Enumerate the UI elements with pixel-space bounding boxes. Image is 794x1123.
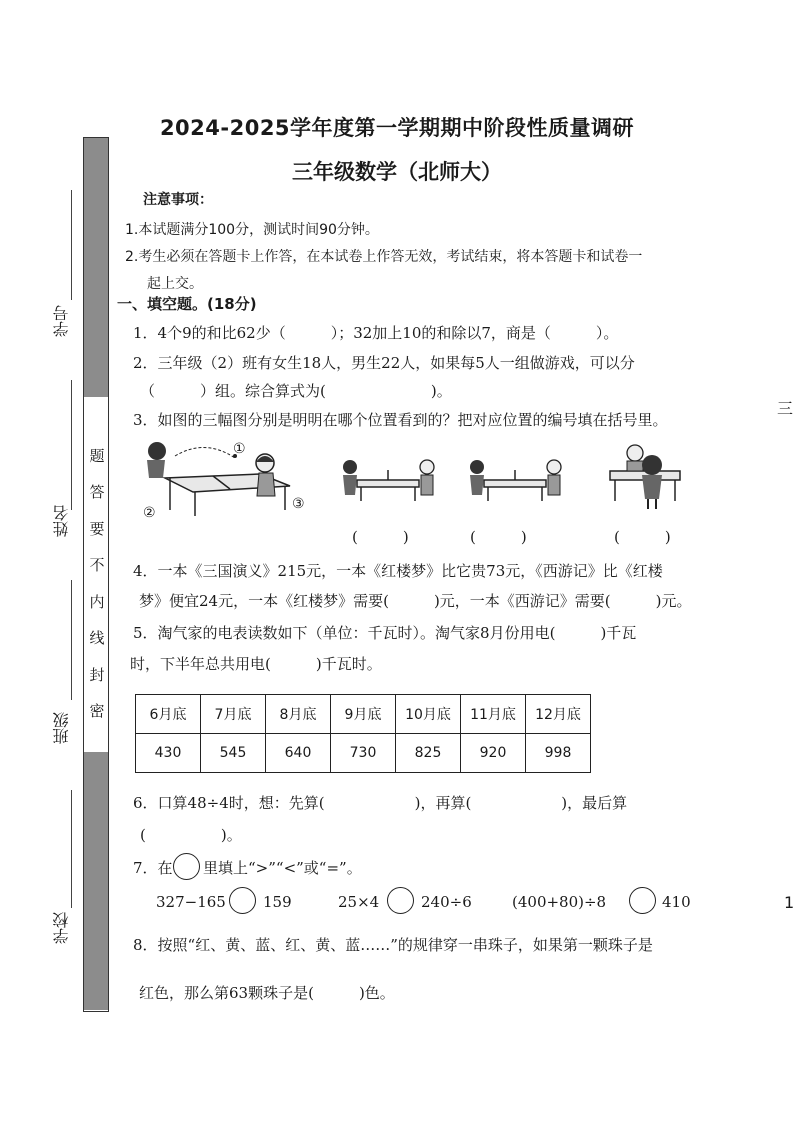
table-header-cell: 11月底 [461, 695, 526, 734]
student-id-label: 学号 [52, 305, 71, 337]
seal-char: 封 [87, 666, 106, 682]
table-cell: 998 [526, 734, 591, 773]
name-label: 姓名 [52, 505, 71, 537]
position-3-label: ③ [292, 496, 305, 512]
question-7-prefix: 7．在 [133, 859, 173, 877]
notice-heading: 注意事项： [143, 192, 213, 208]
table-header-row [136, 695, 591, 734]
question-8-line2: 红色，那么第63颗珠子是( )色。 [139, 984, 395, 1002]
table-header-cell: 10月底 [396, 695, 461, 734]
view-b-illustration [462, 455, 567, 505]
compare-3-circle[interactable] [629, 887, 656, 914]
question-8-line1: 8．按照“红、黄、蓝、红、黄、蓝……”的规律穿一串珠子，如果第一颗珠子是 [133, 936, 653, 954]
name-line [71, 380, 72, 510]
compare-2-circle[interactable] [387, 887, 414, 914]
table-cell: 640 [266, 734, 331, 773]
edge-char-bottom: 1 [784, 893, 794, 912]
student-id-line [71, 190, 72, 300]
table-header-cell: 7月底 [201, 695, 266, 734]
table-cell: 430 [136, 734, 201, 773]
compare-circle-example [173, 853, 200, 880]
question-4-line1: 4．一本《三国演义》215元，一本《红楼梦》比它贵73元，《西游记》比《红楼 [133, 562, 663, 580]
seal-char: 要 [87, 520, 106, 536]
seal-char: 密 [87, 702, 106, 718]
table-header-cell: 12月底 [526, 695, 591, 734]
compare-2-right: 240÷6 [421, 893, 472, 911]
compare-2-left: 25×4 [338, 893, 380, 911]
class-label: 班级 [52, 712, 71, 744]
seal-char: 答 [87, 484, 106, 500]
view-c-illustration [605, 443, 685, 511]
seal-line-text [84, 398, 108, 750]
table-cell: 825 [396, 734, 461, 773]
seal-char: 内 [87, 593, 106, 609]
question-6-line2: ( )。 [140, 826, 242, 844]
seal-char: 线 [87, 630, 106, 646]
table-cell: 545 [201, 734, 266, 773]
table-header-cell: 6月底 [136, 695, 201, 734]
exam-title: 2024-2025学年度第一学期期中阶段性质量调研 [159, 116, 635, 140]
compare-1-left: 327−165 [156, 893, 226, 911]
view-a-illustration [335, 455, 440, 505]
edge-char-top: 三 [777, 399, 794, 418]
compare-1-right: 159 [263, 893, 292, 911]
compare-1-circle[interactable] [229, 887, 256, 914]
notice-item-1: 1.本试题满分100分，测试时间90分钟。 [125, 222, 379, 238]
question-3: 3．如图的三幅图分别是明明在哪个位置看到的？把对应位置的编号填在括号里。 [133, 411, 668, 429]
table-header-cell: 8月底 [266, 695, 331, 734]
question-1: 1．4个9的和比62少（ ）；32加上10的和除以7，商是（ ）。 [133, 324, 619, 342]
compare-3-left: (400+80)÷8 [512, 893, 607, 911]
view-c-answer-blank: ( ) [614, 528, 671, 546]
school-line [71, 790, 72, 908]
class-line [71, 580, 72, 700]
compare-3-right: 410 [662, 893, 691, 911]
position-1-label: ① [233, 441, 246, 457]
question-6-line1: 6．口算48÷4时，想：先算( )，再算( )，最后算 [133, 794, 628, 812]
ping-pong-main-illustration [135, 438, 315, 520]
position-2-label: ② [143, 505, 156, 521]
seal-char: 不 [87, 557, 106, 573]
notice-item-2-line1: 2.考生必须在答题卡上作答，在本试卷上作答无效，考试结束，将本答题卡和试卷一 [125, 249, 643, 265]
question-2-line2: （ ）组。综合算式为( )。 [140, 382, 452, 400]
view-b-answer-blank: ( ) [470, 528, 527, 546]
seal-char: 题 [87, 448, 106, 463]
question-2-line1: 2．三年级（2）班有女生18人，男生22人，如果每5人一组做游戏，可以分 [133, 354, 635, 372]
question-5-line2: 时，下半年总共用电( )千瓦时。 [130, 655, 382, 673]
table-cell: 920 [461, 734, 526, 773]
table-header-cell: 9月底 [331, 695, 396, 734]
exam-subtitle: 三年级数学（北师大） [292, 160, 502, 184]
question-5-line1: 5．淘气家的电表读数如下（单位：千瓦时）。淘气家8月份用电( )千瓦 [133, 624, 637, 642]
notice-item-2-line2: 起上交。 [147, 276, 203, 292]
table-cell: 730 [331, 734, 396, 773]
question-7-instruction: 里填上“>”“<”或“=”。 [203, 859, 362, 877]
meter-readings-table [135, 694, 591, 773]
section-heading: 一、填空题。(18分) [117, 295, 257, 313]
table-row [136, 734, 591, 773]
school-label: 学校 [52, 912, 71, 944]
question-4-line2: 梦》便宜24元，一本《红楼梦》需要( )元，一本《西游记》需要( )元。 [139, 592, 692, 610]
view-a-answer-blank: ( ) [352, 528, 409, 546]
